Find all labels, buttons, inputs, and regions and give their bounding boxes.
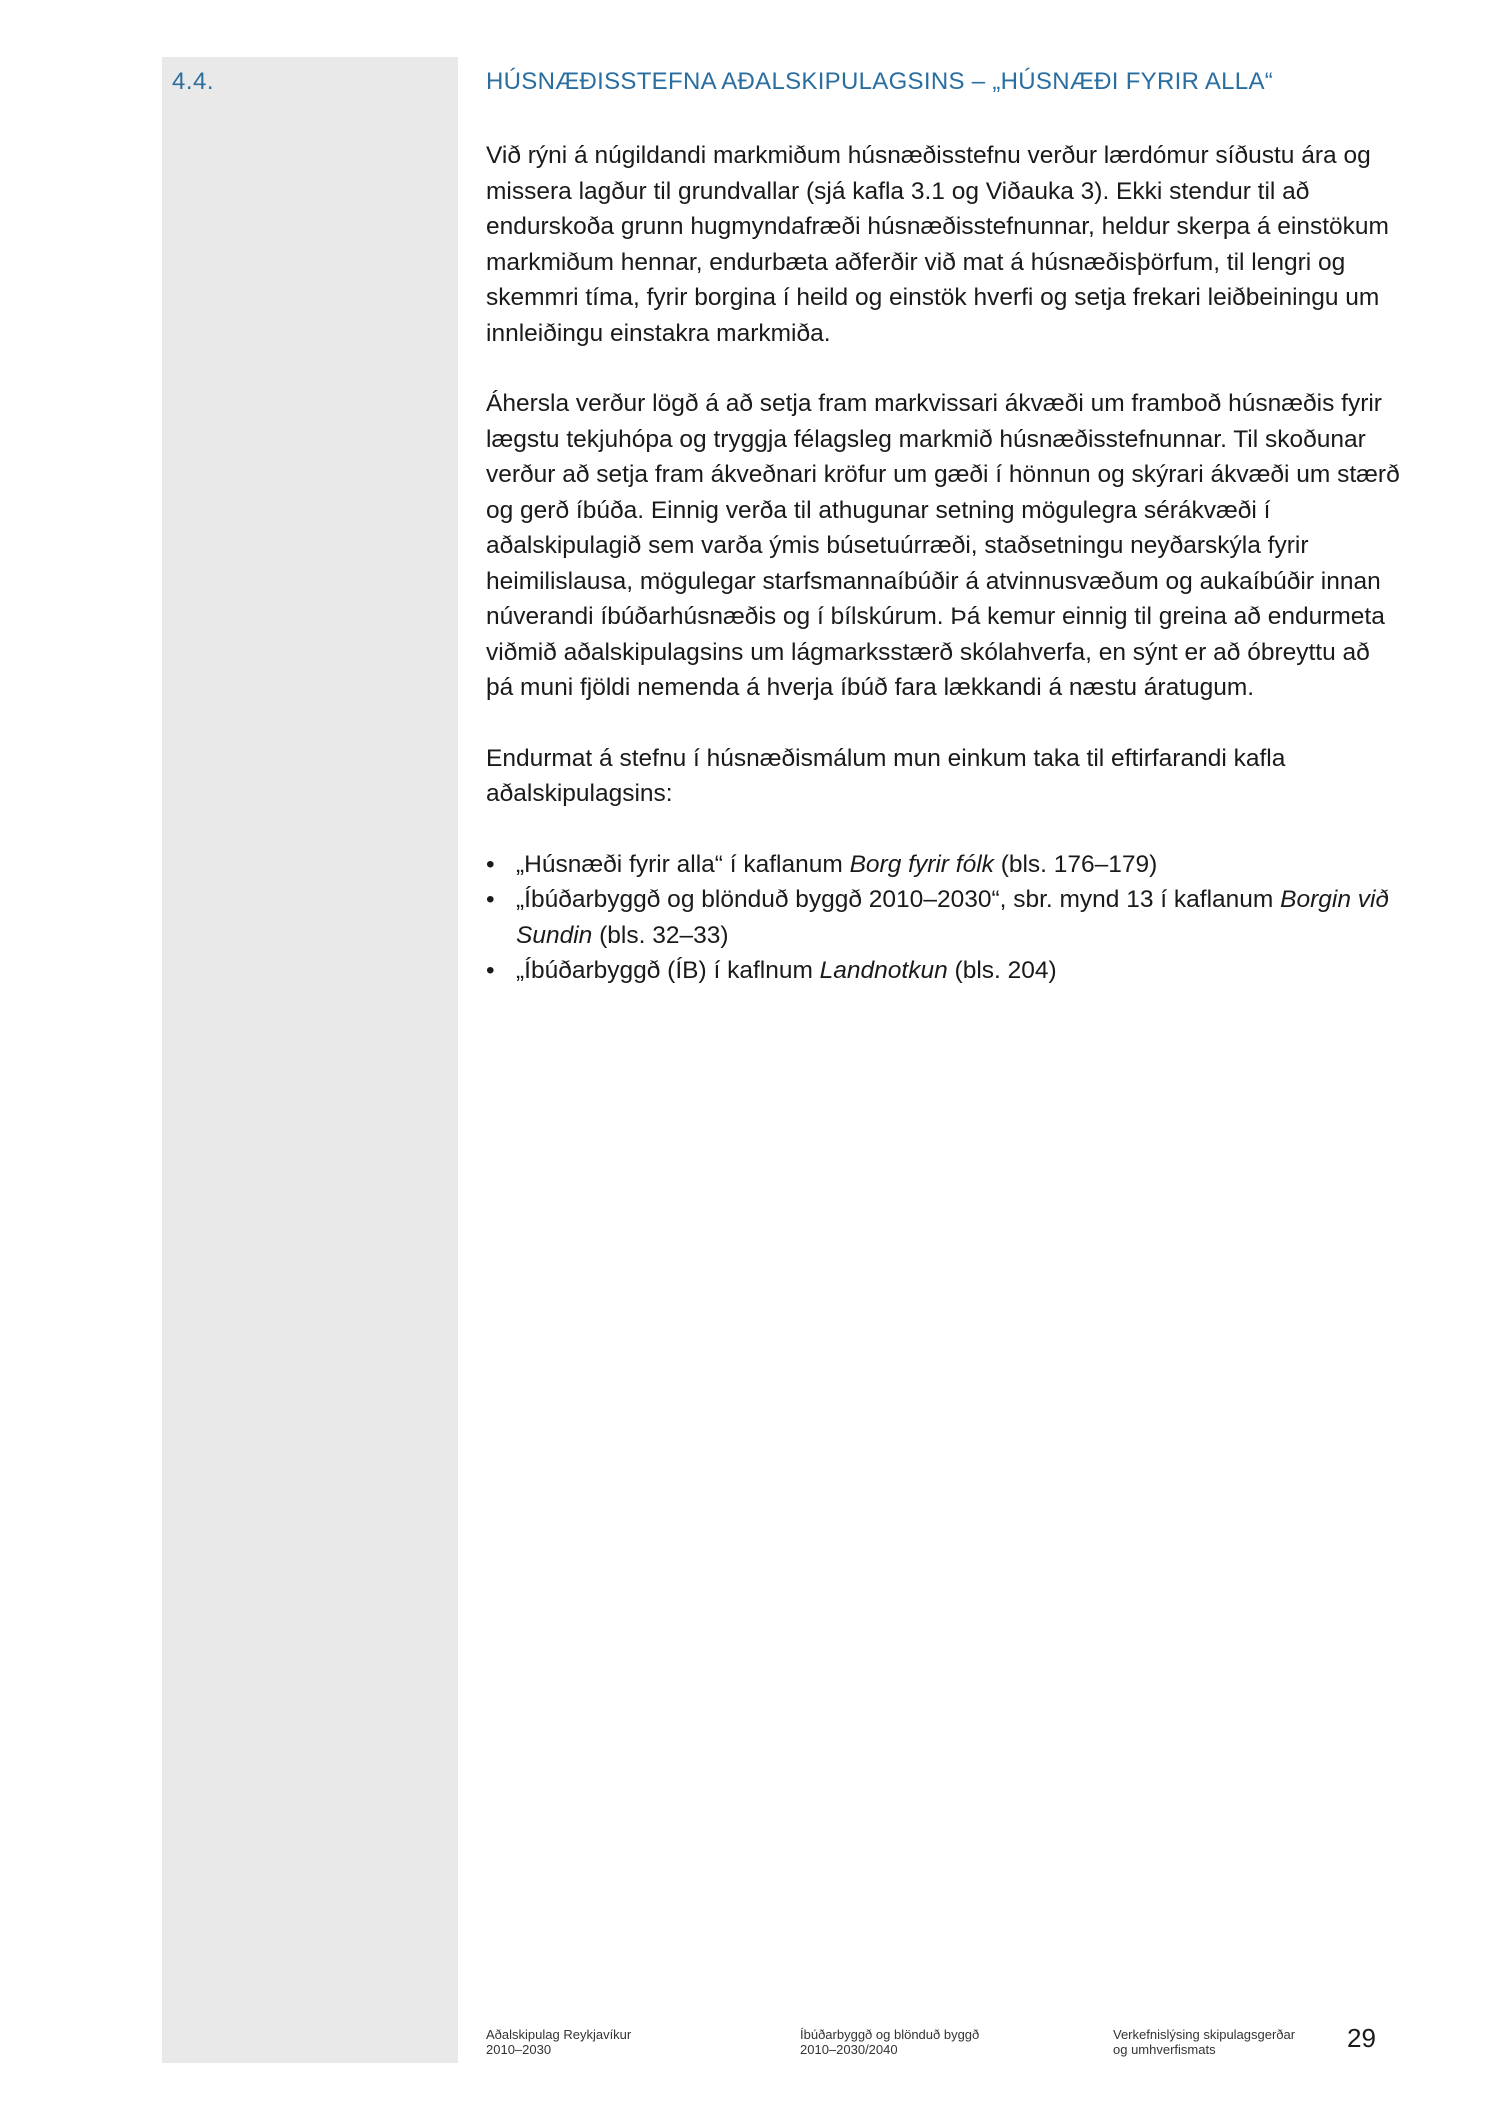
- section-number: 4.4.: [172, 68, 215, 95]
- bullet-icon: •: [486, 957, 495, 984]
- paragraph: Áhersla verður lögð á að setja fram markvissari ákvæði um framboð húsnæðis fyrir lægstu tekjuhópa og tryggja félagsleg markmið húsnæðisstefnunnar. Til skoðunar verður að setja fram ákveðnari kröfur um gæði í hönnun og skýrari ákvæði um stærð og gerð íbúða. Einnig verða til athugunar setning mögulegra sérákvæði í aðalskipulagið sem varða ýmis búsetuúrræði, staðsetningu neyðarskýla fyrir heimilislausa, mögulegar starfsmannaíbúðir á atvinnusvæðum og aukaíbúðir innan núverandi íbúðarhúsnæðis og í bílskúrum. Þá kemur einnig til greina að endurmeta viðmið aðalskipulagsins um lágmarksstærð skólahverfa, en sýnt er að óbreyttu að þá muni fjöldi nemenda á hverja íbúð fara lækkandi á næstu áratugum.: [486, 390, 1400, 701]
- list-item-pages: (bls. 204): [947, 957, 1057, 984]
- list-item-pages: (bls. 176–179): [993, 850, 1158, 878]
- footer-chapter-title: [800, 2027, 979, 2057]
- chapter-list: [486, 847, 1401, 989]
- bullet-icon: •: [486, 886, 495, 913]
- footer-document-title: [486, 2027, 631, 2057]
- list-item-chapter: Landnotkun: [819, 957, 948, 984]
- bullet-icon: •: [486, 850, 495, 878]
- footer-line: Aðalskipulag Reykjavíkur: [486, 2027, 632, 2042]
- main-content: [486, 138, 1401, 989]
- list-item-pages: (bls. 32–33): [592, 921, 729, 949]
- list-item: [486, 847, 1401, 883]
- paragraph: Við rýni á núgildandi markmiðum húsnæðisstefnu verður lærdómur síðustu ára og missera lagður til grundvallar (sjá kafla 3.1 og Viðauka 3). Ekki stendur til að endurskoða grunn hugmyndafræði húsnæðisstefnunnar, heldur skerpa á einstökum markmiðum hennar, endurbæta aðferðir við mat á húsnæðisþörfum, til lengri og skemmri tíma, fyrir borgina í heild og einstök hverfi og setja frekari leiðbeiningu um innleiðingu einstakra markmiða.: [486, 142, 1389, 347]
- page-number: 29: [1347, 2023, 1376, 2053]
- section-title: HÚSNÆÐISSTEFNA AÐALSKIPULAGSINS – „HÚSNÆÐI FYRIR ALLA“: [486, 68, 1274, 95]
- list-item-text: „Íbúðarbyggð (ÍB) í kaflnum: [516, 957, 820, 984]
- footer-line: og umhverfismats: [1113, 2042, 1216, 2057]
- sidebar-panel: [162, 57, 458, 2063]
- list-item-chapter: Borgin við Sundin: [516, 886, 1390, 949]
- footer-line: 2010–2030: [486, 2042, 552, 2057]
- list-item-text: „Íbúðarbyggð og blönduð byggð 2010–2030“, sbr. mynd 13 í kaflanum: [516, 886, 1281, 913]
- list-item: [486, 882, 1401, 953]
- footer-line: Verkefnislýsing skipulagsgerðar: [1113, 2027, 1296, 2042]
- list-item: [486, 953, 1401, 989]
- footer-line: Íbúðarbyggð og blönduð byggð: [800, 2027, 980, 2042]
- footer-line: 2010–2030/2040: [800, 2042, 898, 2057]
- paragraph: Endurmat á stefnu í húsnæðismálum mun einkum taka til eftirfarandi kafla aðalskipulagsins:: [486, 744, 1286, 807]
- list-item-chapter: Borg fyrir fólk: [849, 850, 994, 878]
- footer-description: [1113, 2027, 1295, 2057]
- list-item-text: „Húsnæði fyrir alla“ í kaflanum: [516, 850, 850, 878]
